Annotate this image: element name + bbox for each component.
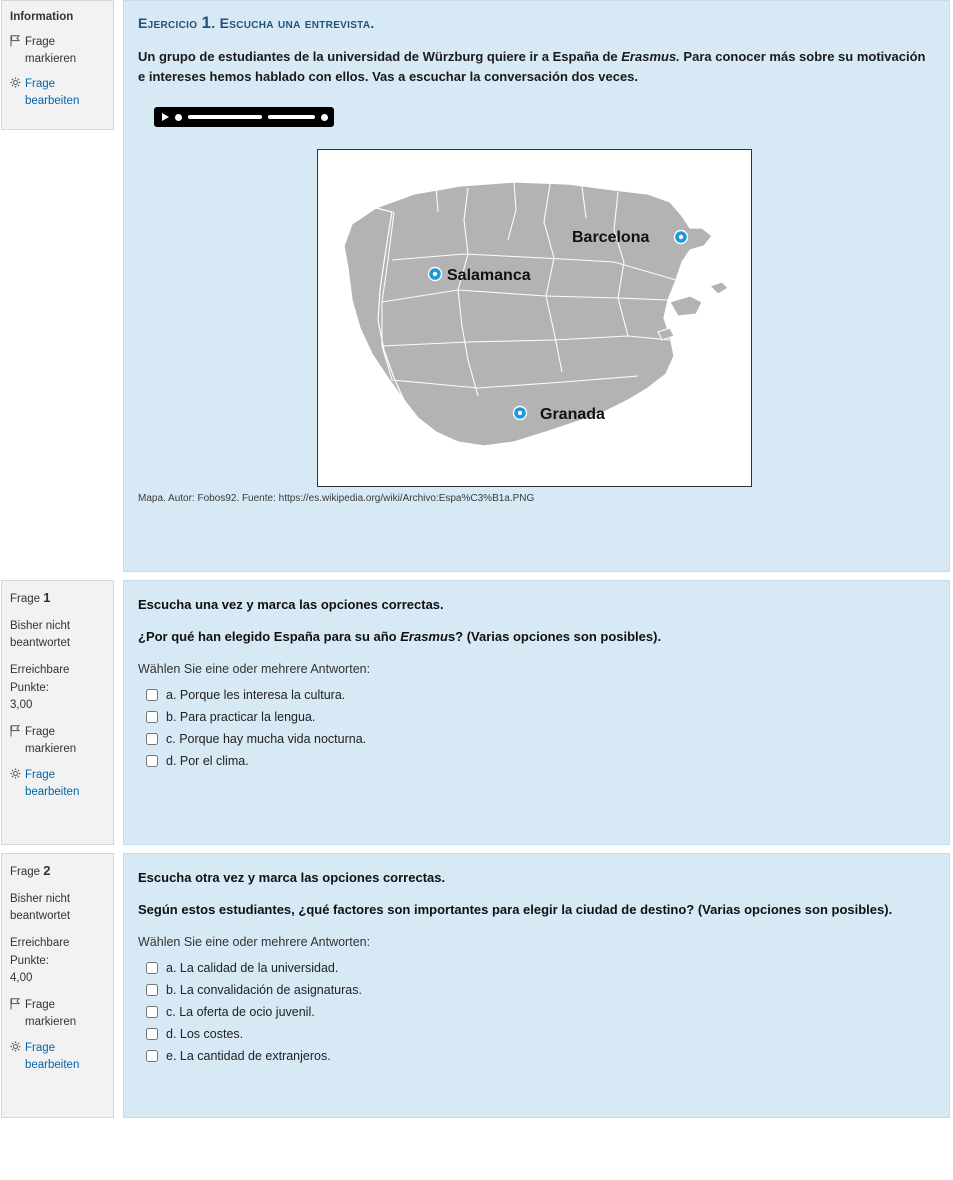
- exercise-intro-text: Un grupo de estudiantes de la universidad de Würzburg quiere ir a España de Erasmus. Para conocer más sobre su motivación e intereses hemos hablado con ellos. Vas a escuchar la conversación dos veces.: [138, 49, 926, 85]
- answer-option[interactable]: [146, 728, 933, 750]
- question-state: Bisher nicht beantwortet: [10, 619, 71, 650]
- flag-icon: [10, 725, 21, 737]
- answer-list: [146, 684, 933, 772]
- edit-question-link[interactable]: Frage bearbeiten: [25, 1041, 80, 1071]
- answer-checkbox[interactable]: [146, 962, 158, 974]
- svg-text:Barcelona: Barcelona: [572, 229, 650, 247]
- question-subprompt: ¿Por qué han elegido España para su año Erasmus? (Varias opciones son posibles).: [138, 628, 662, 644]
- answer-option[interactable]: [146, 684, 933, 706]
- answer-checkbox[interactable]: [146, 984, 158, 996]
- map-marker-granada: [514, 407, 527, 420]
- answer-checkbox[interactable]: [146, 733, 158, 745]
- answer-label: b. Para practicar la lengua.: [166, 710, 316, 724]
- gear-icon: [10, 1041, 21, 1052]
- answer-checkbox[interactable]: [146, 689, 158, 701]
- audio-progress-handle[interactable]: [175, 114, 182, 121]
- question-1-panel: [123, 580, 950, 845]
- spain-map-image: [317, 149, 752, 487]
- answer-option[interactable]: [146, 1023, 933, 1045]
- question-number-label: Frage 2: [10, 863, 51, 878]
- answer-label: a. Porque les interesa la cultura.: [166, 688, 346, 702]
- mark-question-label: Frage markieren: [25, 999, 77, 1029]
- answer-option[interactable]: [146, 979, 933, 1001]
- edit-question-link[interactable]: Frage bearbeiten: [25, 78, 80, 108]
- flag-icon: [10, 35, 21, 47]
- svg-text:Granada: Granada: [540, 406, 605, 424]
- info-panel-information: [1, 0, 114, 130]
- question-points: Erreichbare Punkte: 3,00: [10, 664, 70, 711]
- question-block-information: [0, 0, 953, 572]
- map-marker-barcelona: [675, 231, 688, 244]
- answer-label: a. La calidad de la universidad.: [166, 961, 339, 975]
- answer-checkbox[interactable]: [146, 1028, 158, 1040]
- play-icon[interactable]: [162, 113, 169, 121]
- answer-checkbox[interactable]: [146, 1050, 158, 1062]
- question-points: Erreichbare Punkte: 4,00: [10, 937, 70, 984]
- answer-label: c. Porque hay mucha vida nocturna.: [166, 732, 367, 746]
- exercise-1-panel: [123, 0, 950, 572]
- question-prompt: Escucha otra vez y marca las opciones correctas.: [138, 870, 446, 885]
- flag-icon: [10, 998, 21, 1010]
- answer-instruction: Wählen Sie eine oder mehrere Antworten:: [138, 662, 371, 676]
- question-number-label: Frage 1: [10, 590, 51, 605]
- edit-question-action[interactable]: [10, 1040, 105, 1075]
- mark-question-action[interactable]: [10, 34, 105, 69]
- spain-map-svg: [318, 150, 751, 486]
- answer-label: b. La convalidación de asignaturas.: [166, 983, 362, 997]
- mark-question-label: Frage markieren: [25, 726, 77, 756]
- answer-option[interactable]: [146, 957, 933, 979]
- edit-question-action[interactable]: [10, 767, 105, 802]
- audio-volume-handle[interactable]: [321, 114, 328, 121]
- mark-question-action[interactable]: [10, 724, 105, 759]
- question-block-2: [0, 853, 953, 1118]
- answer-label: e. La cantidad de extranjeros.: [166, 1049, 331, 1063]
- edit-question-action[interactable]: [10, 76, 105, 111]
- answer-label: c. La oferta de ocio juvenil.: [166, 1005, 315, 1019]
- answer-checkbox[interactable]: [146, 1006, 158, 1018]
- svg-text:Salamanca: Salamanca: [447, 267, 531, 285]
- answer-option[interactable]: [146, 706, 933, 728]
- mark-question-label: Frage markieren: [25, 35, 77, 65]
- answer-option[interactable]: [146, 1001, 933, 1023]
- gear-icon: [10, 768, 21, 779]
- question-prompt: Escucha una vez y marca las opciones correctas.: [138, 597, 444, 612]
- edit-question-link[interactable]: Frage bearbeiten: [25, 768, 80, 798]
- map-caption: Mapa. Autor: Fobos92. Fuente: https://es.wikipedia.org/wiki/Archivo:Espa%C3%B1a.PNG: [138, 493, 535, 505]
- gear-icon: [10, 77, 21, 88]
- answer-checkbox[interactable]: [146, 755, 158, 767]
- answer-list: [146, 957, 933, 1067]
- info-panel-title: Information: [10, 11, 74, 23]
- question-block-1: [0, 580, 953, 845]
- answer-instruction: Wählen Sie eine oder mehrere Antworten:: [138, 935, 371, 949]
- mark-question-action[interactable]: [10, 997, 105, 1032]
- question-subprompt: Según estos estudiantes, ¿qué factores son importantes para elegir la ciudad de destino? (Varias opciones son posibles).: [138, 901, 893, 917]
- answer-label: d. Los costes.: [166, 1027, 244, 1041]
- audio-player[interactable]: [154, 107, 334, 127]
- bottom-spacer: [0, 1126, 953, 1132]
- info-panel-question-1: [1, 580, 114, 845]
- audio-volume-track[interactable]: [268, 115, 315, 119]
- answer-checkbox[interactable]: [146, 711, 158, 723]
- question-state: Bisher nicht beantwortet: [10, 892, 71, 923]
- answer-label: d. Por el clima.: [166, 754, 249, 768]
- answer-option[interactable]: [146, 1045, 933, 1067]
- question-2-panel: [123, 853, 950, 1118]
- answer-option[interactable]: [146, 750, 933, 772]
- info-panel-question-2: [1, 853, 114, 1118]
- exercise-heading: Ejercicio 1. Escucha una entrevista.: [138, 13, 375, 32]
- audio-progress-track[interactable]: [188, 115, 262, 119]
- map-marker-salamanca: [429, 268, 442, 281]
